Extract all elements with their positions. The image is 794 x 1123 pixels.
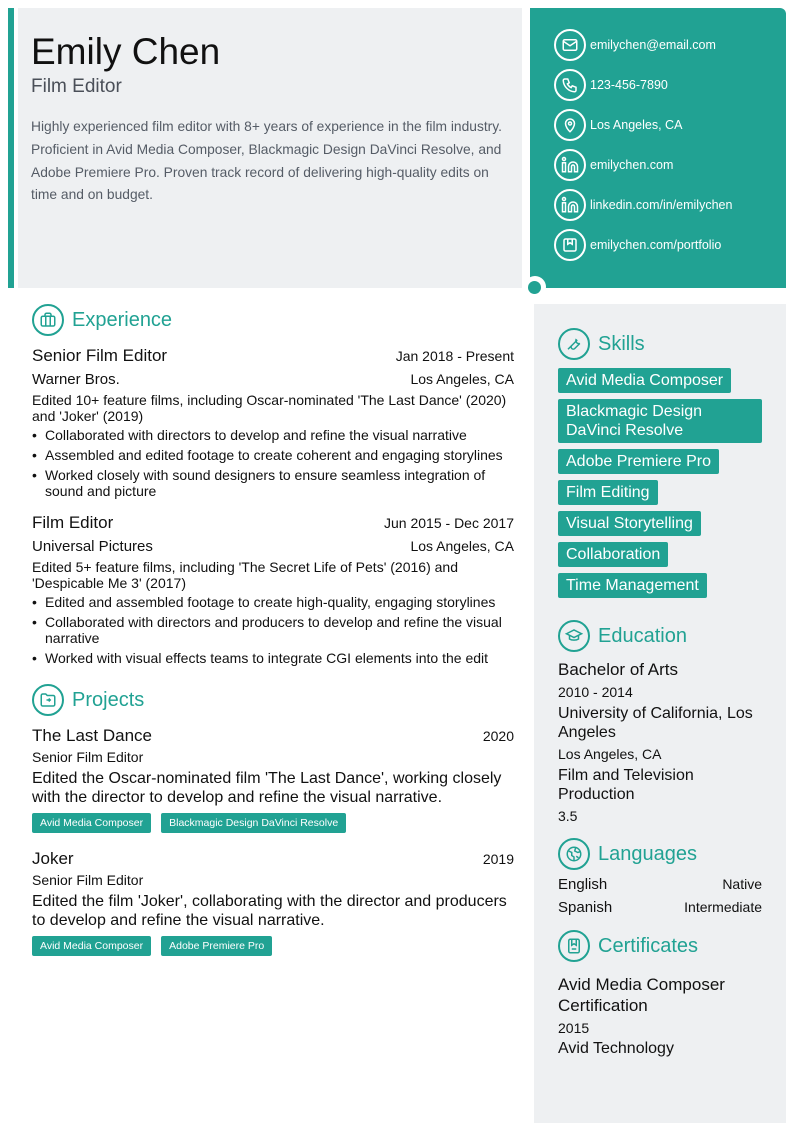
job-company: Warner Bros. [32,371,120,388]
project-year: 2019 [482,851,514,867]
certificate-issuer: Avid Technology [558,1040,674,1057]
wrench-icon [558,328,590,360]
job-role: Film Editor [32,513,114,532]
timeline-dot [528,281,541,294]
projects-heading [32,684,514,716]
contact-panel [530,8,786,288]
job-description: Edited 10+ feature films, including Oscar-nominated 'The Last Dance' (2020) and 'Joker' (2019) [32,392,507,424]
candidate-title: Film Editor [31,76,122,97]
certificates-title: Certificates [598,934,699,957]
job-bullet: • Assembled and edited footage to create coherent and engaging storylines [32,447,514,463]
education-degree: Bachelor of Arts [558,660,679,679]
project-tags [32,813,514,833]
contact-location [554,109,786,141]
skill-chip: Film Editing [558,480,658,505]
job-bullet: • Collaborated with directors to develop and refine the visual narrative [32,427,514,443]
job-location: Los Angeles, CA [410,538,514,554]
skill-chip: Visual Storytelling [558,511,701,536]
job-bullet: • Worked closely with sound designers to ensure seamless integration of sound and picture [32,467,514,499]
contact-phone[interactable] [554,69,786,101]
linkedin-icon [554,149,586,181]
contact-phone-text: 123-456-7890 [590,78,668,92]
projects-title: Projects [72,688,145,711]
job-bullets [32,594,514,666]
globe-icon [558,838,590,870]
certificate-icon [558,930,590,962]
project-title: The Last Dance [32,726,153,745]
language-name: Spanish [558,899,613,916]
languages-list [558,876,762,916]
contact-linkedin-text: linkedin.com/in/emilychen [590,198,733,212]
contact-linkedin[interactable] [554,189,786,221]
project-role: Senior Film Editor [32,749,144,765]
education-title: Education [598,624,687,647]
language-row [558,876,762,893]
skills-list [558,368,762,604]
project-entry [32,726,514,833]
contact-email-text: emilychen@email.com [590,38,716,52]
skill-chip: Blackmagic Design DaVinci Resolve [558,399,762,443]
certificate-year: 2015 [558,1020,590,1036]
contact-portfolio-text: emilychen.com/portfolio [590,238,722,252]
education-gpa: 3.5 [558,808,578,824]
education-heading [558,620,762,652]
skills-title: Skills [598,332,645,355]
project-tags [32,936,514,956]
languages-title: Languages [598,842,697,865]
project-tag: Blackmagic Design DaVinci Resolve [161,813,346,833]
skills-heading [558,328,762,360]
experience-heading [32,304,514,336]
job-dates: Jun 2015 - Dec 2017 [384,515,514,531]
contact-website-text: emilychen.com [590,158,674,172]
language-row [558,899,762,916]
briefcase-icon [32,304,64,336]
experience-title: Experience [72,308,173,331]
language-level: Native [722,876,762,892]
phone-icon [554,69,586,101]
folder-code-icon [32,684,64,716]
accent-bar [8,8,14,288]
certificate-name: Avid Media Composer Certification [558,975,725,1015]
certificates-heading [558,930,762,962]
project-entry [32,849,514,956]
candidate-name: Emily Chen [31,31,221,72]
job-dates: Jan 2018 - Present [395,348,514,364]
job-bullet: • Collaborated with directors and producers to develop and refine the visual narrative [32,614,514,646]
header [18,8,522,288]
skill-chip: Collaboration [558,542,668,567]
contact-location-text: Los Angeles, CA [590,118,683,132]
job-company: Universal Pictures [32,538,153,555]
language-name: English [558,876,608,893]
graduation-cap-icon [558,620,590,652]
project-role: Senior Film Editor [32,872,144,888]
sidebar [534,304,786,1123]
portfolio-icon [554,229,586,261]
job-entry [32,513,514,666]
project-tag: Avid Media Composer [32,813,151,833]
education-years: 2010 - 2014 [558,684,633,700]
project-description: Edited the Oscar-nominated film 'The Last Dance', working closely with the director to develop and refine the visual narrative. [32,770,502,806]
language-level: Intermediate [684,899,762,915]
job-role: Senior Film Editor [32,346,168,365]
job-bullets [32,427,514,499]
job-bullet: • Worked with visual effects teams to integrate CGI elements into the edit [32,650,514,666]
project-description: Edited the film 'Joker', collaborating with the director and producers to develop and refine the visual narrative. [32,893,507,929]
skill-chip: Time Management [558,573,707,598]
main-column [32,304,514,956]
education-location: Los Angeles, CA [558,746,662,762]
contact-portfolio[interactable] [554,229,786,261]
job-location: Los Angeles, CA [410,371,514,387]
project-year: 2020 [482,728,514,744]
contact-website[interactable] [554,149,786,181]
project-tag: Avid Media Composer [32,936,151,956]
job-entry [32,346,514,499]
map-pin-icon [554,109,586,141]
contact-email[interactable] [554,29,786,61]
job-bullet: • Edited and assembled footage to create high-quality, engaging storylines [32,594,514,610]
project-tag: Adobe Premiere Pro [161,936,272,956]
summary: Highly experienced film editor with 8+ years of experience in the film industry. Proficient in Avid Media Composer, Blackmagic Design DaVinci Resolve, and Adobe Premiere Pro. Proven track record of delivering high-quality edits on time and on budget. [31,119,502,203]
linkedin-icon [554,189,586,221]
mail-icon [554,29,586,61]
skill-chip: Adobe Premiere Pro [558,449,719,474]
project-title: Joker [32,849,74,868]
education-school: University of California, Los Angeles [558,705,753,741]
education-field: Film and Television Production [558,767,694,803]
job-description: Edited 5+ feature films, including 'The Secret Life of Pets' (2016) and 'Despicable Me 3' (2017) [32,559,458,591]
languages-heading [558,838,762,870]
skill-chip: Avid Media Composer [558,368,731,393]
